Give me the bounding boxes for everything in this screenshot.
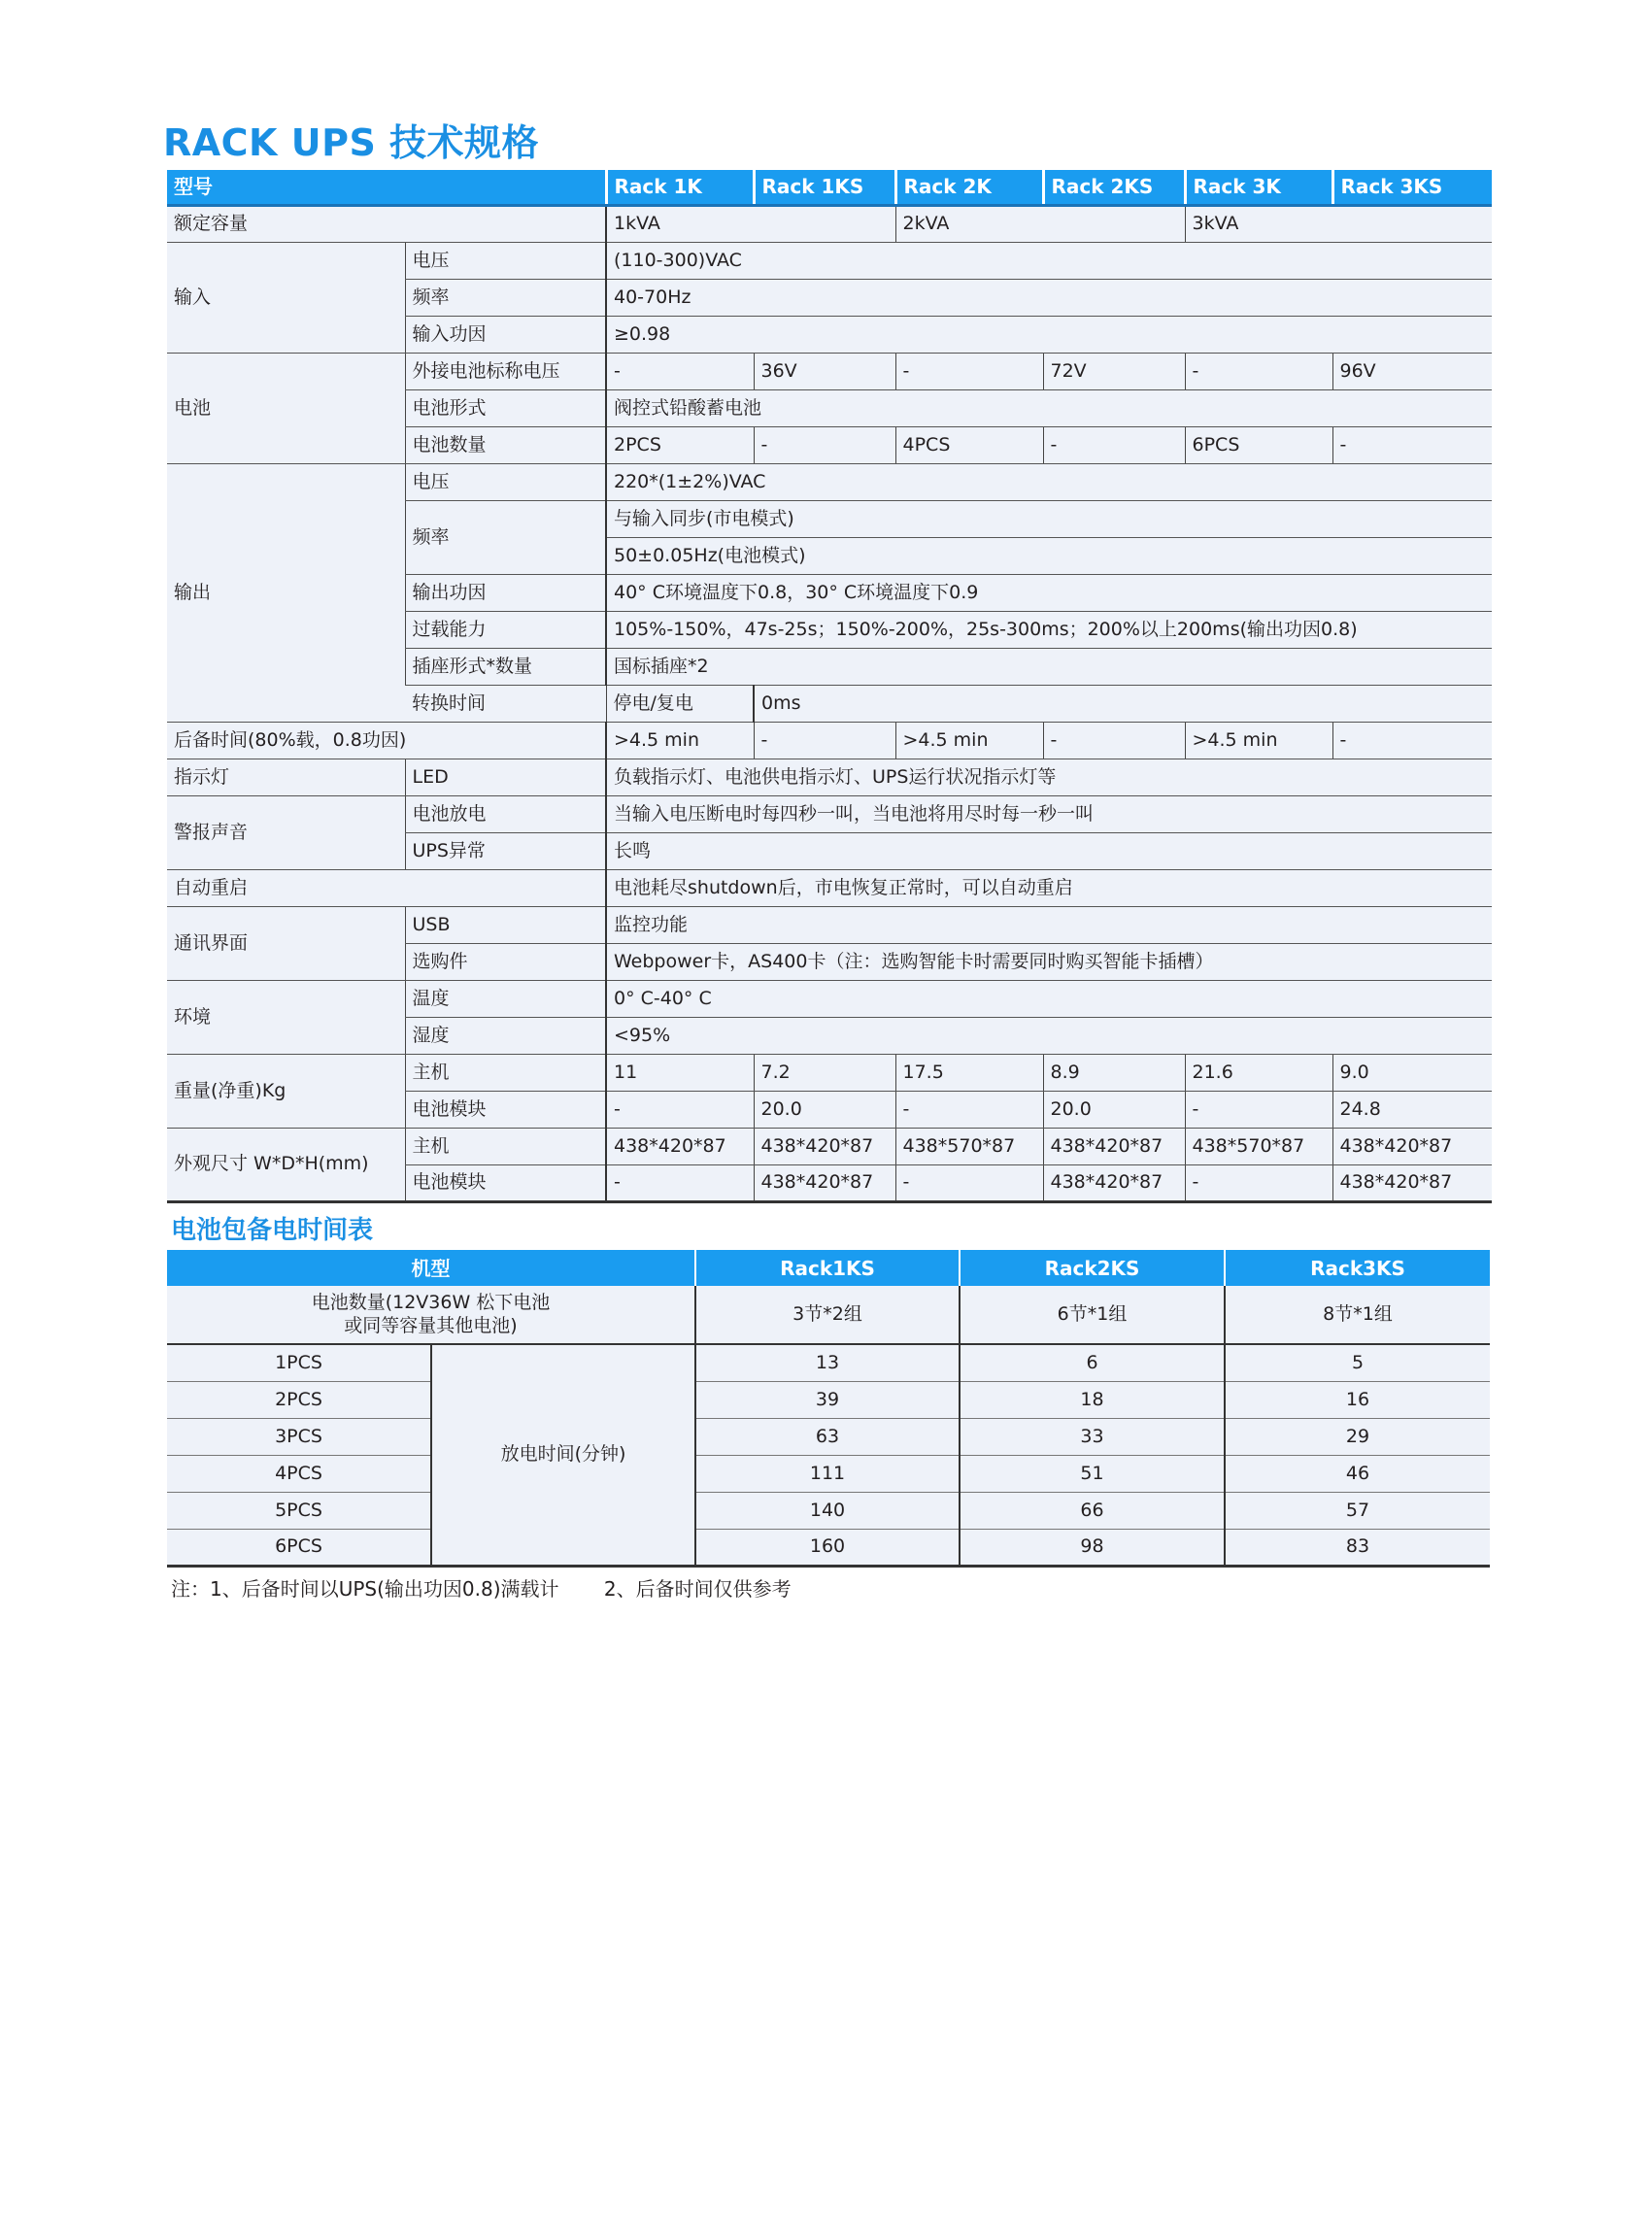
cell: 160 [695, 1529, 960, 1566]
model-header: Rack1KS [695, 1250, 960, 1286]
model-header: Rack 3K [1185, 170, 1332, 205]
cell: 40-70Hz [606, 279, 1492, 316]
row-label: 主机 [405, 1128, 606, 1164]
table-row [167, 1418, 1490, 1455]
row-label: 电压 [405, 463, 606, 500]
table-row [167, 1529, 1490, 1566]
cell: 438*420*87 [1332, 1128, 1492, 1164]
row-label: 选购件 [405, 943, 606, 980]
group-label: 输出 [167, 463, 405, 722]
cell: - [1043, 722, 1185, 759]
cell: 105%-150%，47s-25s；150%-200%，25s-300ms；200%以上200ms(输出功因0.8) [606, 611, 1492, 648]
row-label: 外接电池标称电压 [405, 353, 606, 389]
cell: 0ms [754, 685, 1492, 722]
cell: 438*420*87 [606, 1128, 754, 1164]
cell: 33 [960, 1418, 1225, 1455]
footnote [171, 1573, 830, 1602]
cell: - [1043, 426, 1185, 463]
cell: - [606, 353, 754, 389]
table-row [167, 722, 1492, 759]
model-header: Rack3KS [1225, 1250, 1490, 1286]
model-header: Rack 1K [606, 170, 754, 205]
cell: 2kVA [895, 205, 1185, 242]
row-label: 主机 [405, 1054, 606, 1091]
cell: 51 [960, 1455, 1225, 1492]
spec-table [167, 170, 1492, 1203]
row-label: 插座形式*数量 [405, 648, 606, 685]
cell: 438*420*87 [754, 1164, 895, 1201]
cell: - [1185, 1164, 1332, 1201]
model-header: Rack 2K [895, 170, 1043, 205]
cell: - [1185, 1091, 1332, 1128]
cell: 29 [1225, 1418, 1490, 1455]
table-row [167, 1492, 1490, 1529]
cell: - [1332, 426, 1492, 463]
row-label: 输入功因 [405, 316, 606, 353]
cell: 220*(1±2%)VAC [606, 463, 1492, 500]
table-row [167, 1286, 1490, 1344]
cell: - [606, 1164, 754, 1201]
cell: 0° C-40° C [606, 980, 1492, 1017]
pcs-label: 6PCS [167, 1529, 431, 1566]
cell: 6 [960, 1344, 1225, 1381]
pcs-label: 4PCS [167, 1455, 431, 1492]
cell: 21.6 [1185, 1054, 1332, 1091]
page-title: RACK UPS 技术规格 [163, 121, 540, 164]
spec-header-row [167, 170, 1492, 205]
cell: - [754, 722, 895, 759]
cell: 3节*2组 [695, 1286, 960, 1344]
group-label: 外观尺寸 W*D*H(mm) [167, 1128, 405, 1201]
cell: 66 [960, 1492, 1225, 1529]
row-label: 频率 [405, 500, 606, 574]
model-header: Rack2KS [960, 1250, 1225, 1286]
cell: 111 [695, 1455, 960, 1492]
cell: 16 [1225, 1381, 1490, 1418]
cell: 57 [1225, 1492, 1490, 1529]
row-label: 电池模块 [405, 1164, 606, 1201]
cell: 9.0 [1332, 1054, 1492, 1091]
cell: 18 [960, 1381, 1225, 1418]
row-label: 自动重启 [167, 869, 606, 906]
row-label: LED [405, 759, 606, 795]
group-label: 输入 [167, 242, 405, 353]
row-label: 停电/复电 [606, 685, 754, 722]
cell: 72V [1043, 353, 1185, 389]
cell: 8节*1组 [1225, 1286, 1490, 1344]
cell: 40° C环境温度下0.8，30° C环境温度下0.9 [606, 574, 1492, 611]
cell: 监控功能 [606, 906, 1492, 943]
cell: - [895, 1091, 1043, 1128]
group-label: 指示灯 [167, 759, 405, 795]
row-label: 电池放电 [405, 795, 606, 832]
row-label: 电压 [405, 242, 606, 279]
cell: 24.8 [1332, 1091, 1492, 1128]
cell: 11 [606, 1054, 754, 1091]
cell: >4.5 min [606, 722, 754, 759]
cell: Webpower卡，AS400卡（注：选购智能卡时需要同时购买智能卡插槽） [606, 943, 1492, 980]
table-row [167, 795, 1492, 832]
group-label: 电池 [167, 353, 405, 463]
cell: 4PCS [895, 426, 1043, 463]
cell: - [1332, 722, 1492, 759]
table-row [167, 1381, 1490, 1418]
battery-count-label: 电池数量(12V36W 松下电池 或同等容量其他电池) [167, 1286, 695, 1344]
cell: 1kVA [606, 205, 895, 242]
table-row [167, 759, 1492, 795]
note-1: 注：1、后备时间以UPS(输出功因0.8)满载计 [171, 1577, 559, 1601]
cell: 2PCS [606, 426, 754, 463]
cell: 438*420*87 [1043, 1164, 1185, 1201]
pcs-label: 1PCS [167, 1344, 431, 1381]
cell: 负载指示灯、电池供电指示灯、UPS运行状况指示灯等 [606, 759, 1492, 795]
cell: 140 [695, 1492, 960, 1529]
table-row [167, 1128, 1492, 1164]
cell: 39 [695, 1381, 960, 1418]
cell: 长鸣 [606, 832, 1492, 869]
cell: 5 [1225, 1344, 1490, 1381]
row-label: 额定容量 [167, 205, 606, 242]
backup-time-table [167, 1250, 1490, 1568]
table-row [167, 1455, 1490, 1492]
row-label: 温度 [405, 980, 606, 1017]
group-label: 通讯界面 [167, 906, 405, 980]
table-row [167, 869, 1492, 906]
cell: - [754, 426, 895, 463]
model-header: Rack 3KS [1332, 170, 1492, 205]
cell: - [1185, 353, 1332, 389]
cell: 电池耗尽shutdown后，市电恢复正常时，可以自动重启 [606, 869, 1492, 906]
table-row [167, 980, 1492, 1017]
model-header: Rack 1KS [754, 170, 895, 205]
cell: 98 [960, 1529, 1225, 1566]
row-label: 湿度 [405, 1017, 606, 1054]
backup-header-row [167, 1250, 1490, 1286]
cell: <95% [606, 1017, 1492, 1054]
pcs-label: 2PCS [167, 1381, 431, 1418]
model-label: 机型 [167, 1250, 695, 1286]
cell: >4.5 min [1185, 722, 1332, 759]
cell: 13 [695, 1344, 960, 1381]
cell: 8.9 [1043, 1054, 1185, 1091]
table-row [167, 242, 1492, 279]
table-row [167, 1054, 1492, 1091]
group-label: 转换时间 [405, 685, 606, 722]
cell: 20.0 [754, 1091, 895, 1128]
cell: 438*570*87 [1185, 1128, 1332, 1164]
model-label: 型号 [167, 170, 606, 205]
cell: 46 [1225, 1455, 1490, 1492]
cell: 7.2 [754, 1054, 895, 1091]
row-label: 频率 [405, 279, 606, 316]
pcs-label: 3PCS [167, 1418, 431, 1455]
cell: 3kVA [1185, 205, 1492, 242]
cell: (110-300)VAC [606, 242, 1492, 279]
table-row [167, 463, 1492, 500]
cell: ≥0.98 [606, 316, 1492, 353]
model-header: Rack 2KS [1043, 170, 1185, 205]
row-label: 后备时间(80%载，0.8功因) [167, 722, 606, 759]
cell: 438*570*87 [895, 1128, 1043, 1164]
cell: 国标插座*2 [606, 648, 1492, 685]
discharge-label: 放电时间(分钟) [431, 1344, 695, 1566]
group-label: 警报声音 [167, 795, 405, 869]
cell: - [895, 1164, 1043, 1201]
row-label: UPS异常 [405, 832, 606, 869]
table-row [167, 1344, 1490, 1381]
cell: - [895, 353, 1043, 389]
cell: 438*420*87 [1332, 1164, 1492, 1201]
cell: 438*420*87 [754, 1128, 895, 1164]
cell: 阀控式铅酸蓄电池 [606, 389, 1492, 426]
cell: 36V [754, 353, 895, 389]
cell: 63 [695, 1418, 960, 1455]
cell: 20.0 [1043, 1091, 1185, 1128]
group-label: 环境 [167, 980, 405, 1054]
row-label: 过载能力 [405, 611, 606, 648]
row-label: 电池模块 [405, 1091, 606, 1128]
cell: 50±0.05Hz(电池模式) [606, 537, 1492, 574]
cell: 6节*1组 [960, 1286, 1225, 1344]
row-label: 电池形式 [405, 389, 606, 426]
cell: 当输入电压断电时每四秒一叫，当电池将用尽时每一秒一叫 [606, 795, 1492, 832]
backup-table-title: 电池包备电时间表 [171, 1216, 374, 1245]
pcs-label: 5PCS [167, 1492, 431, 1529]
table-row [167, 205, 1492, 242]
cell: >4.5 min [895, 722, 1043, 759]
note-2: 2、后备时间仅供参考 [603, 1577, 792, 1601]
cell: 6PCS [1185, 426, 1332, 463]
row-label: USB [405, 906, 606, 943]
cell: 83 [1225, 1529, 1490, 1566]
cell: 438*420*87 [1043, 1128, 1185, 1164]
cell: 17.5 [895, 1054, 1043, 1091]
row-label: 电池数量 [405, 426, 606, 463]
cell: 96V [1332, 353, 1492, 389]
row-label: 输出功因 [405, 574, 606, 611]
table-row [167, 353, 1492, 389]
group-label: 重量(净重)Kg [167, 1054, 405, 1128]
table-row [167, 906, 1492, 943]
cell: - [606, 1091, 754, 1128]
cell: 与输入同步(市电模式) [606, 500, 1492, 537]
